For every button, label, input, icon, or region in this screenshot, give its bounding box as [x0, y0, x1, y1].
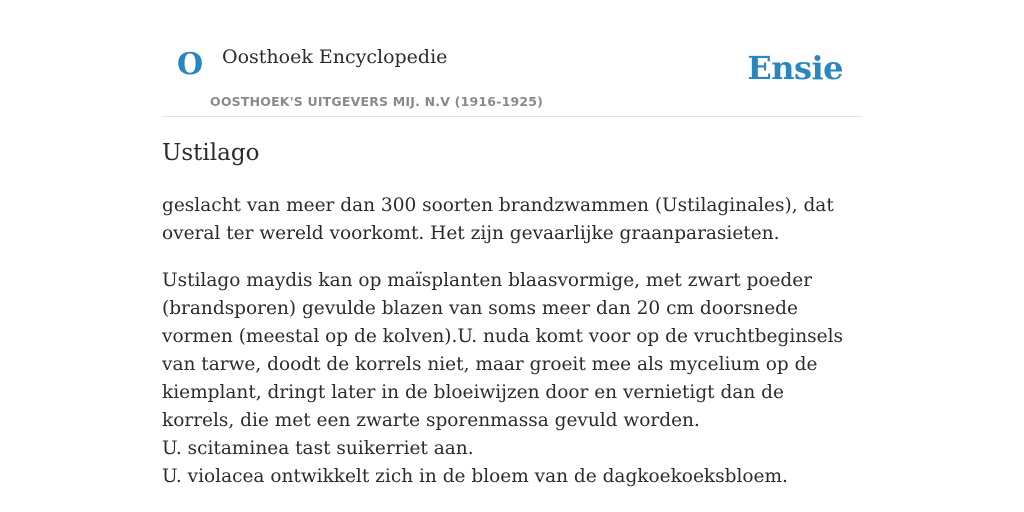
article-paragraph-details	[162, 267, 862, 491]
page	[162, 0, 862, 487]
source-logo[interactable]: O	[177, 47, 204, 82]
source-header	[162, 0, 862, 117]
article-title: Ustilago	[162, 140, 260, 166]
article-line-violacea: U. violacea ontwikkelt zich in de bloem van de dagkoekoeksbloem.	[162, 466, 788, 487]
publisher-label: OOSTHOEK'S UITGEVERS MIJ. N.V (1916-1925)	[210, 94, 544, 109]
ensie-logo-link[interactable]: Ensie	[747, 49, 843, 87]
article-line-scitaminea: U. scitaminea tast suikerriet aan.	[162, 438, 474, 459]
article-text-maydis-nuda: Ustilago maydis kan op maïsplanten blaasvormige, met zwart poeder (brandsporen) gevulde blazen van soms meer dan 20 cm doorsnede vormen (meestal op de kolven).U. nuda komt voor op de vruchtbeginsels van tarwe, doodt de korrels niet, maar groeit mee als mycelium op de kiemplant, dringt later in de bloeiwijzen door en vernietigt dan de korrels, die met een zwarte sporenmassa gevuld worden.	[162, 270, 844, 431]
article-body	[162, 192, 862, 510]
source-title-link[interactable]: Oosthoek Encyclopedie	[222, 46, 448, 68]
article-paragraph-intro: geslacht van meer dan 300 soorten brandzwammen (Ustilaginales), dat overal ter wereld voorkomt. Het zijn gevaarlijke graanparasieten.	[162, 195, 834, 244]
